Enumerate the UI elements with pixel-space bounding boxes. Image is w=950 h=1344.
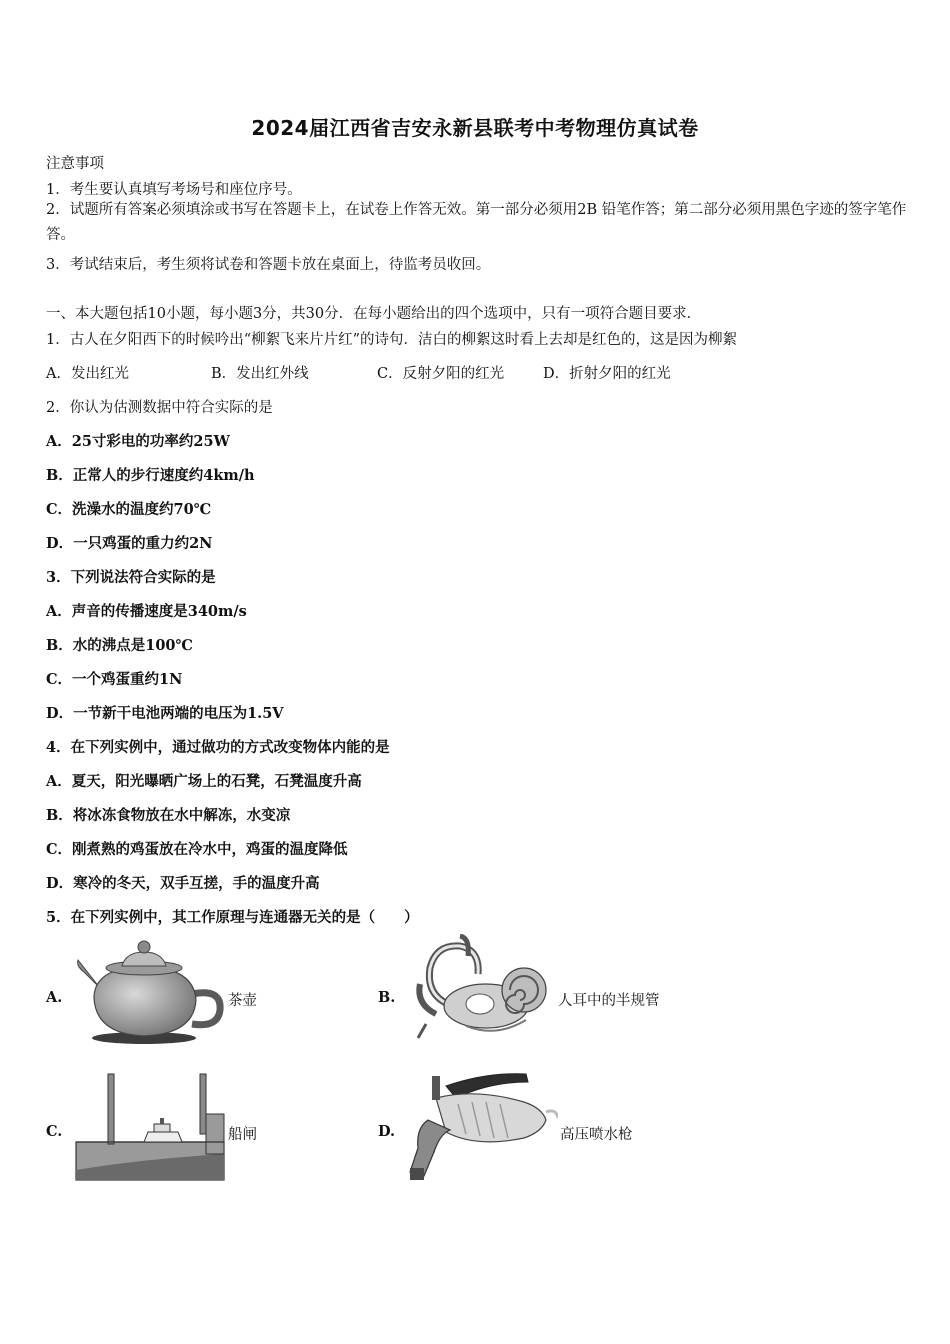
q3-option-a: A．声音的传播速度是340m/s — [46, 603, 247, 620]
ship-lock-illustration — [74, 1070, 226, 1182]
q5-option-a-label: A. — [46, 989, 63, 1006]
q3-stem: 3．下列说法符合实际的是 — [46, 569, 216, 586]
q2-option-d: D．一只鸡蛋的重力约2N — [46, 535, 213, 552]
q5-option-d-caption: 高压喷水枪 — [560, 1127, 633, 1143]
notice-item-1: 1．考生要认真填写考场号和座位序号。 — [46, 182, 302, 198]
q5-option-a-caption: 茶壶 — [228, 993, 257, 1009]
notice-heading: 注意事项 — [46, 156, 104, 172]
q4-option-c: C．刚煮熟的鸡蛋放在冷水中，鸡蛋的温度降低 — [46, 841, 348, 858]
q4-option-b: B．将冰冻食物放在水中解冻，水变凉 — [46, 807, 291, 824]
inner-ear-illustration — [406, 934, 556, 1046]
q3-option-b: B．水的沸点是100℃ — [46, 637, 193, 654]
notice-item-2: 2．试题所有答案必须填涂或书写在答题卡上，在试卷上作答无效。第一部分必须用2B 铅笔作答；第二部分必须用黑色字迹的签字笔作答。 — [46, 202, 907, 243]
q1-option-b: B．发出红外线 — [211, 366, 309, 382]
q1-stem: 1．古人在夕阳西下的时候吟出“柳絮飞来片片红”的诗句．洁白的柳絮这时看上去却是红色的，这是因为柳絮 — [46, 332, 738, 348]
q2-option-b: B．正常人的步行速度约4km/h — [46, 467, 255, 484]
q5-option-d-label: D. — [378, 1123, 396, 1140]
q1-option-a: A．发出红光 — [46, 366, 129, 382]
q3-option-d: D．一节新干电池两端的电压为1.5V — [46, 705, 284, 722]
water-gun-illustration — [406, 1068, 558, 1184]
q2-option-c: C．洗澡水的温度约70℃ — [46, 501, 212, 518]
q5-option-b-caption: 人耳中的半规管 — [558, 993, 660, 1009]
q2-stem: 2．你认为估测数据中符合实际的是 — [46, 400, 273, 416]
q2-option-a: A．25寸彩电的功率约25W — [46, 433, 230, 450]
notice-item-3: 3．考试结束后，考生须将试卷和答题卡放在桌面上，待监考员收回。 — [46, 257, 491, 273]
q5-option-c-label: C. — [46, 1123, 63, 1140]
section-heading: 一、本大题包括10小题，每小题3分，共30分．在每小题给出的四个选项中，只有一项符合题目要求． — [46, 306, 702, 322]
q5-option-c-caption: 船闸 — [228, 1127, 257, 1143]
q4-option-a: A．夏天，阳光曝晒广场上的石凳，石凳温度升高 — [46, 773, 362, 790]
page-title: 2024届江西省吉安永新县联考中考物理仿真试卷 — [251, 116, 699, 140]
q1-option-c: C．反射夕阳的红光 — [377, 366, 505, 382]
q1-option-d: D．折射夕阳的红光 — [543, 366, 671, 382]
q3-option-c: C．一个鸡蛋重约1N — [46, 671, 183, 688]
q4-option-d: D．寒冷的冬天，双手互搓，手的温度升高 — [46, 875, 320, 892]
q4-stem: 4．在下列实例中，通过做功的方式改变物体内能的是 — [46, 739, 390, 756]
q5-stem: 5．在下列实例中，其工作原理与连通器无关的是（ ） — [46, 909, 419, 926]
q5-option-b-label: B. — [378, 989, 396, 1006]
teapot-illustration — [74, 938, 226, 1046]
